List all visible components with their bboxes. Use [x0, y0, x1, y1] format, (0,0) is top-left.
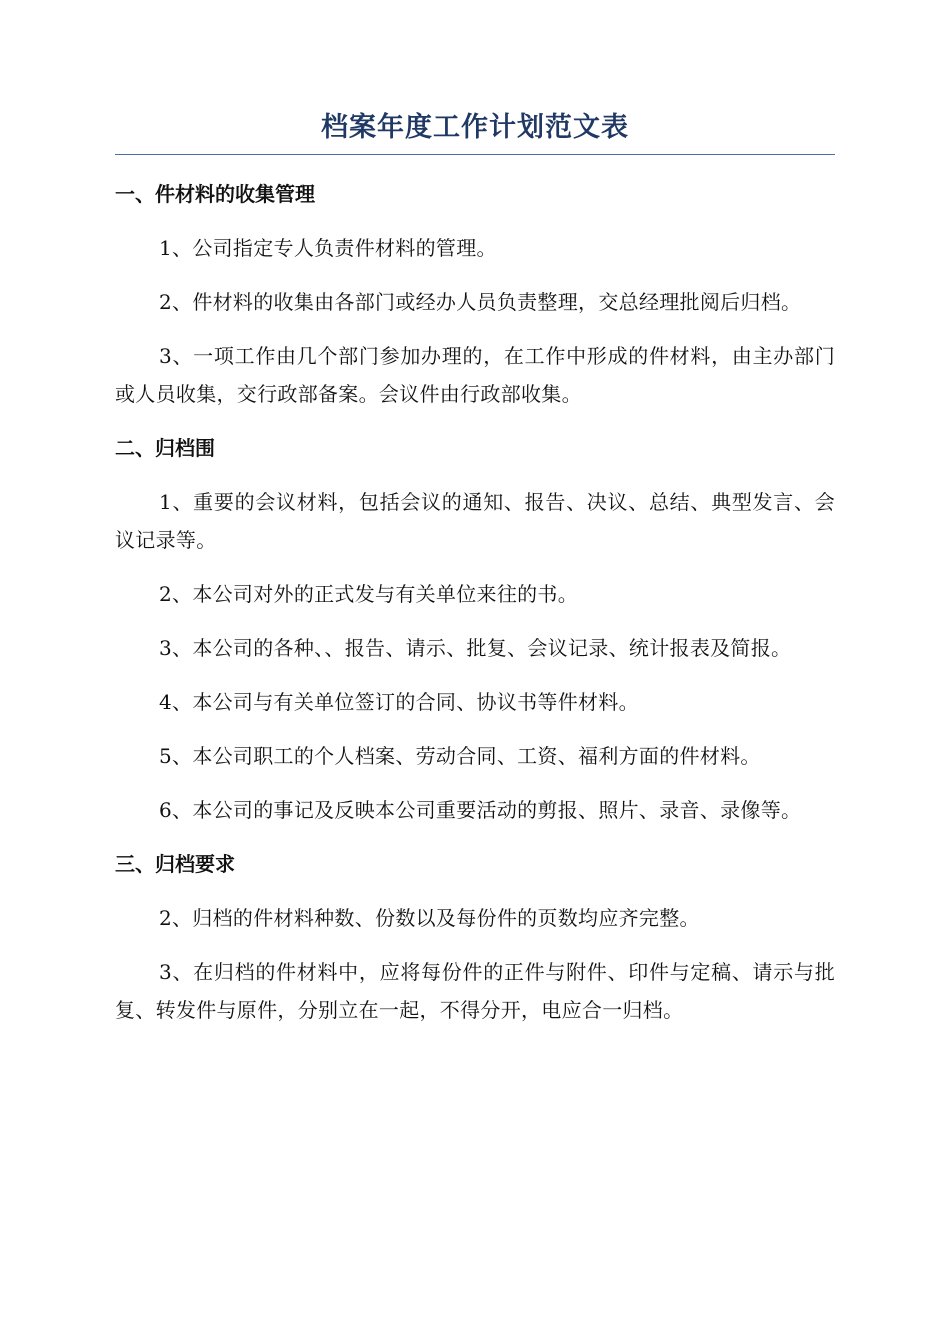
document-title: 档案年度工作计划范文表 [115, 108, 835, 155]
paragraph: 2、件材料的收集由各部门或经办人员负责整理，交总经理批阅后归档。 [159, 290, 802, 314]
section-heading: 三、归档要求 [115, 852, 235, 876]
document-page [115, 108, 835, 1029]
paragraph: 2、本公司对外的正式发与有关单位来往的书。 [159, 582, 579, 606]
paragraph: 4、本公司与有关单位签订的合同、协议书等件材料。 [159, 690, 639, 714]
section-heading: 二、归档围 [115, 436, 215, 460]
paragraph: 1、重要的会议材料，包括会议的通知、报告、决议、总结、典型发言、会议记录等。 [115, 490, 835, 552]
paragraph: 5、本公司职工的个人档案、劳动合同、工资、福利方面的件材料。 [159, 744, 761, 768]
paragraph: 3、本公司的各种、、报告、请示、批复、会议记录、统计报表及简报。 [159, 636, 792, 660]
paragraph: 3、在归档的件材料中，应将每份件的正件与附件、印件与定稿、请示与批复、转发件与原件，分别立在一起，不得分开，电应合一归档。 [115, 960, 835, 1022]
paragraph: 2、归档的件材料种数、份数以及每份件的页数均应齐完整。 [159, 906, 700, 930]
paragraph: 3、一项工作由几个部门参加办理的，在工作中形成的件材料，由主办部门或人员收集，交行政部备案。会议件由行政部收集。 [115, 344, 835, 406]
paragraph: 1、公司指定专人负责件材料的管理。 [159, 236, 497, 260]
paragraph: 6、本公司的事记及反映本公司重要活动的剪报、照片、录音、录像等。 [159, 798, 802, 822]
section-heading: 一、件材料的收集管理 [115, 182, 315, 206]
